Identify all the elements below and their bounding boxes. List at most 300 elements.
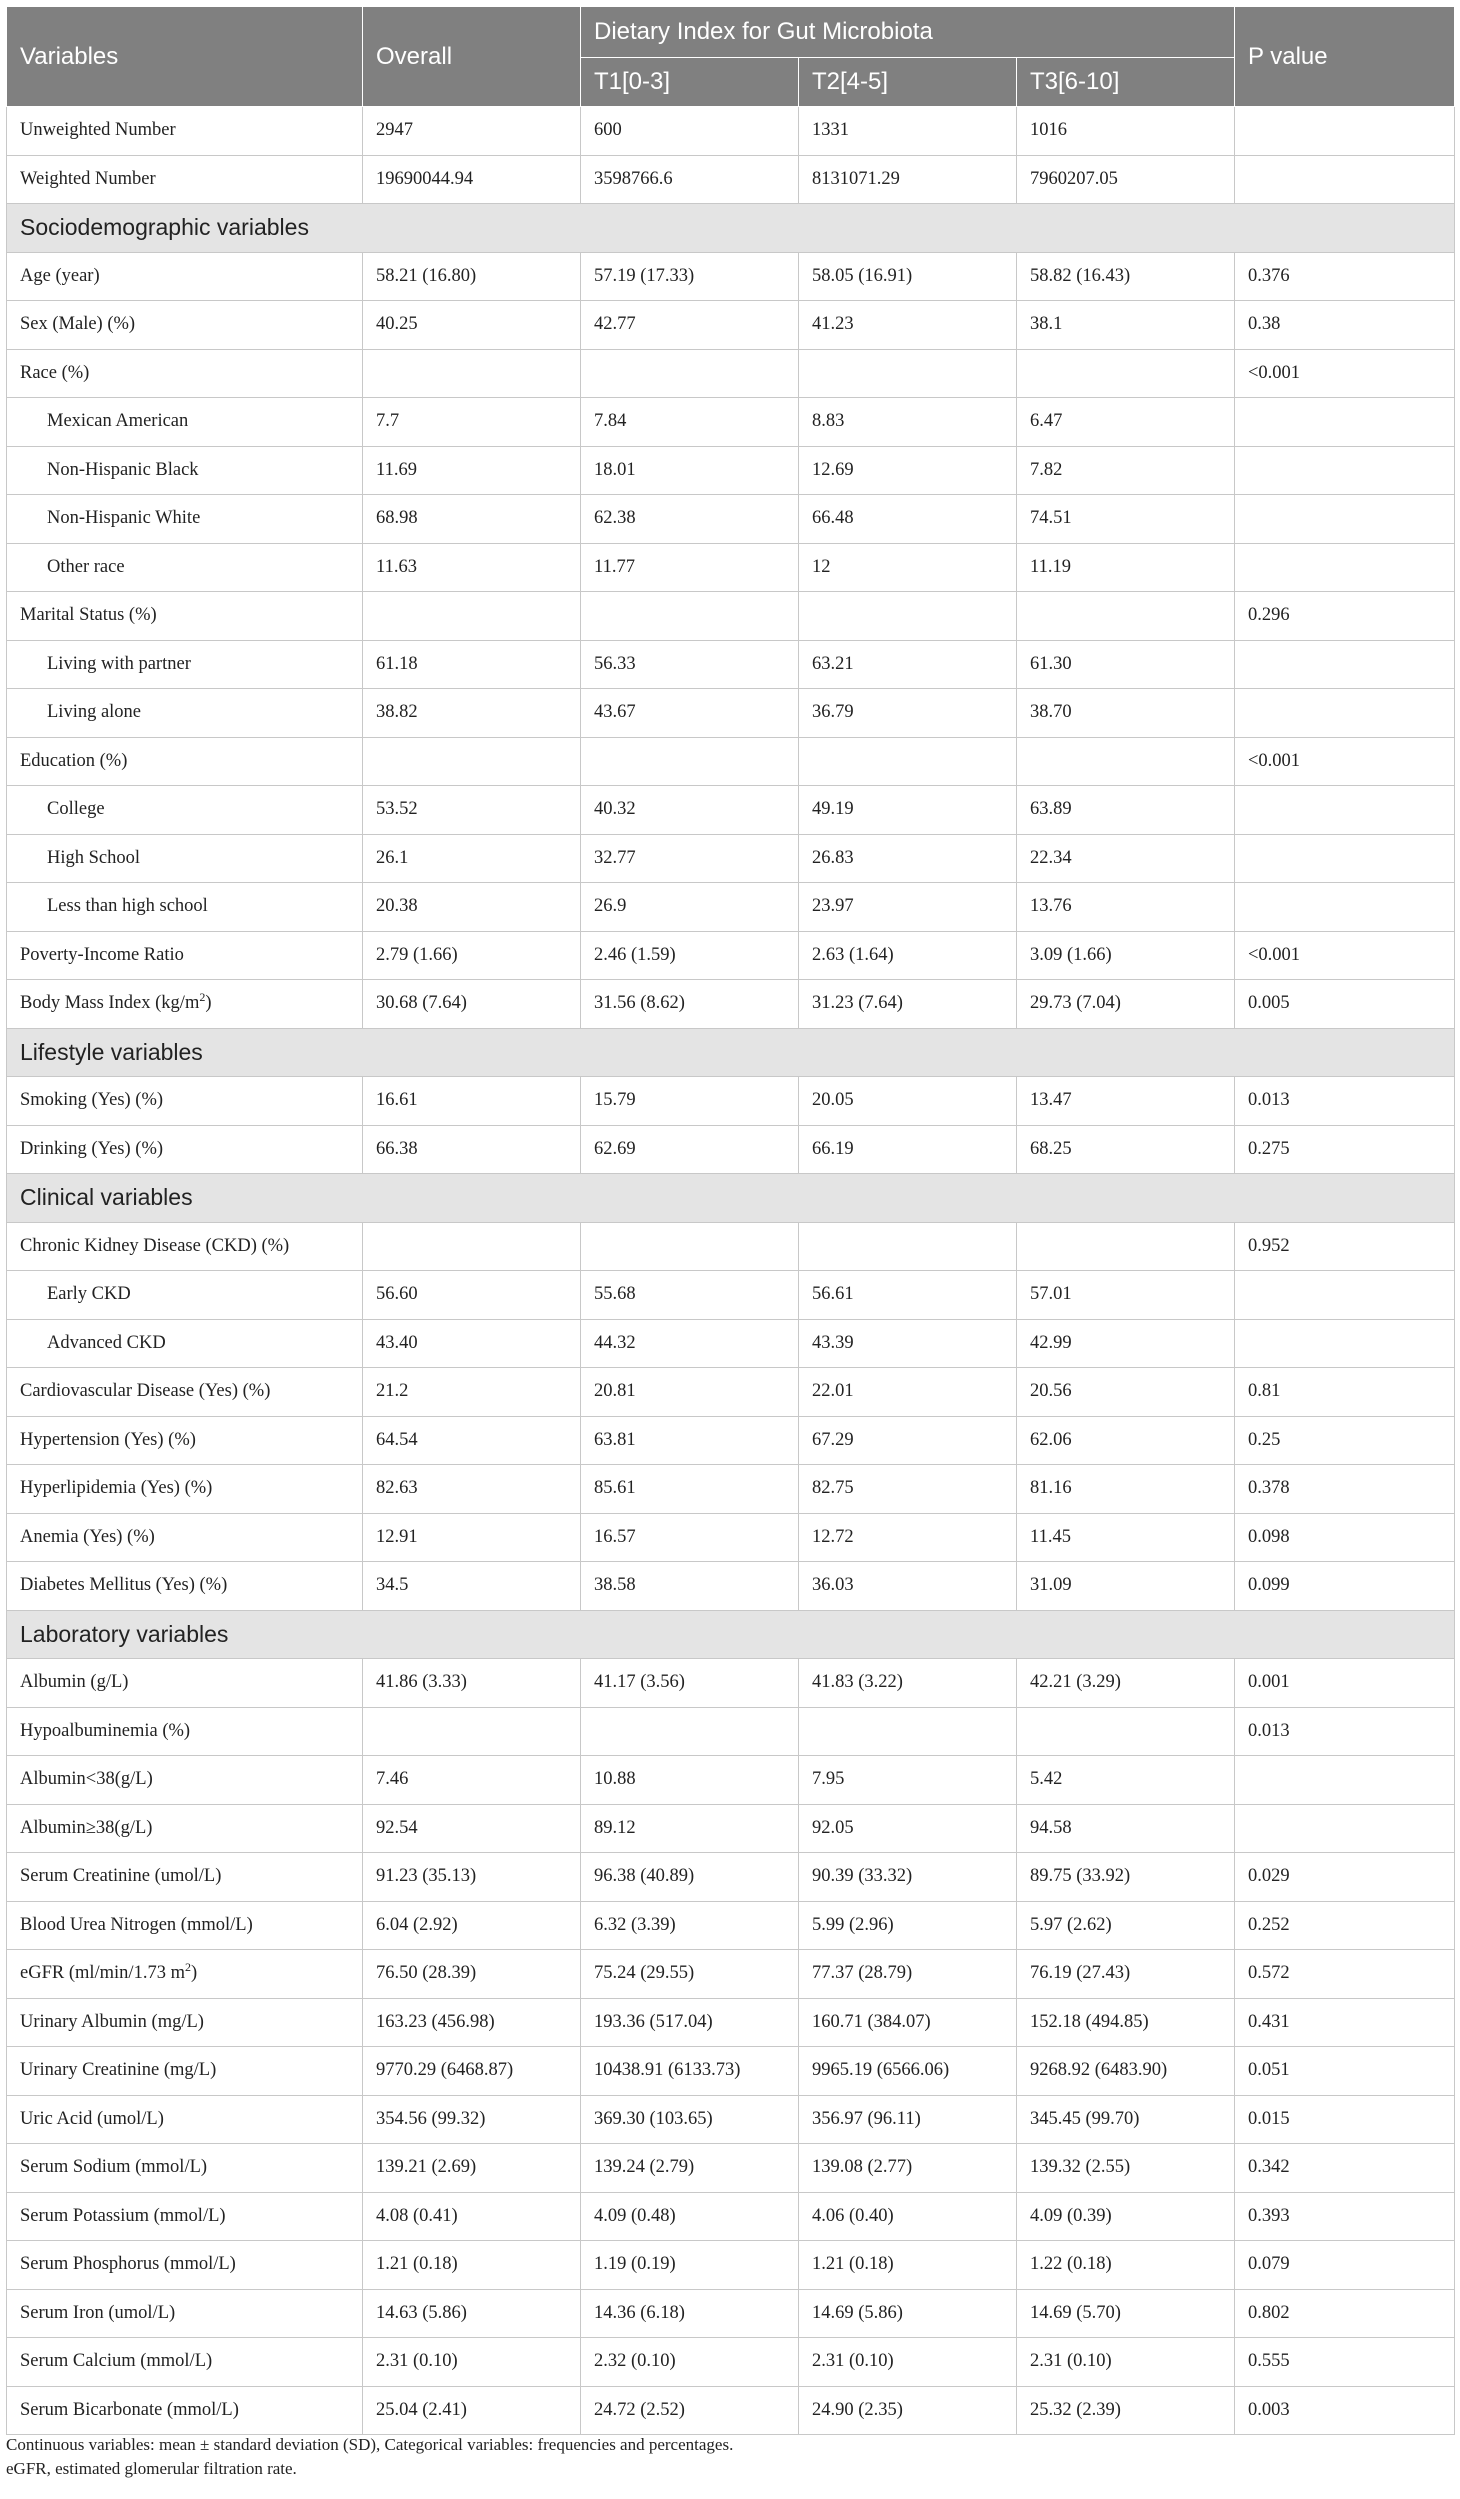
cell-t2: 8.83 <box>799 398 1017 447</box>
cell-pvalue: <0.001 <box>1235 737 1455 786</box>
row-label: Albumin≥38(g/L) <box>7 1804 363 1853</box>
row-label: Advanced CKD <box>7 1319 363 1368</box>
cell-pvalue: 0.296 <box>1235 592 1455 641</box>
cell-t3: 345.45 (99.70) <box>1017 2095 1235 2144</box>
cell-t3: 62.06 <box>1017 1416 1235 1465</box>
cell-t1: 4.09 (0.48) <box>581 2192 799 2241</box>
cell-t1: 10.88 <box>581 1756 799 1805</box>
cell-overall: 41.86 (3.33) <box>363 1659 581 1708</box>
table-row <box>7 2047 1455 2096</box>
cell-overall: 64.54 <box>363 1416 581 1465</box>
row-label: Serum Phosphorus (mmol/L) <box>7 2241 363 2290</box>
cell-overall <box>363 1707 581 1756</box>
cell-t3: 74.51 <box>1017 495 1235 544</box>
cell-t1: 38.58 <box>581 1562 799 1611</box>
cell-t1: 32.77 <box>581 834 799 883</box>
cell-pvalue: 0.572 <box>1235 1950 1455 1999</box>
note-line: eGFR, estimated glomerular filtration rate. <box>6 2459 297 2478</box>
table-row <box>7 2144 1455 2193</box>
cell-t3: 61.30 <box>1017 640 1235 689</box>
row-label: Albumin (g/L) <box>7 1659 363 1708</box>
cell-t3: 76.19 (27.43) <box>1017 1950 1235 1999</box>
cell-t2: 9965.19 (6566.06) <box>799 2047 1017 2096</box>
row-label: Hyperlipidemia (Yes) (%) <box>7 1465 363 1514</box>
cell-t1: 56.33 <box>581 640 799 689</box>
cell-pvalue: 0.25 <box>1235 1416 1455 1465</box>
table-row <box>7 1368 1455 1417</box>
cell-t1: 7.84 <box>581 398 799 447</box>
cell-t2: 2.63 (1.64) <box>799 931 1017 980</box>
table-row <box>7 2386 1455 2435</box>
cell-pvalue: <0.001 <box>1235 349 1455 398</box>
row-label: Other race <box>7 543 363 592</box>
table-row <box>7 1901 1455 1950</box>
table-row <box>7 398 1455 447</box>
cell-pvalue <box>1235 834 1455 883</box>
table-row <box>7 1319 1455 1368</box>
cell-t1 <box>581 1707 799 1756</box>
row-label: Mexican American <box>7 398 363 447</box>
row-label: Serum Creatinine (umol/L) <box>7 1853 363 1902</box>
table-row <box>7 1998 1455 2047</box>
table-body <box>7 107 1455 2435</box>
table-row <box>7 592 1455 641</box>
cell-t1: 2.32 (0.10) <box>581 2338 799 2387</box>
cell-t1: 3598766.6 <box>581 155 799 204</box>
cell-pvalue: 0.802 <box>1235 2289 1455 2338</box>
cell-pvalue: 0.555 <box>1235 2338 1455 2387</box>
cell-t3: 22.34 <box>1017 834 1235 883</box>
cell-pvalue: <0.001 <box>1235 931 1455 980</box>
cell-pvalue: 0.005 <box>1235 980 1455 1029</box>
row-label: Age (year) <box>7 252 363 301</box>
row-label: Early CKD <box>7 1271 363 1320</box>
cell-overall: 56.60 <box>363 1271 581 1320</box>
cell-pvalue <box>1235 446 1455 495</box>
table-row <box>7 155 1455 204</box>
cell-t2: 5.99 (2.96) <box>799 1901 1017 1950</box>
cell-t3 <box>1017 349 1235 398</box>
row-label: Smoking (Yes) (%) <box>7 1077 363 1126</box>
cell-t3 <box>1017 1707 1235 1756</box>
cell-t2: 90.39 (33.32) <box>799 1853 1017 1902</box>
row-label: Chronic Kidney Disease (CKD) (%) <box>7 1222 363 1271</box>
note-line: Continuous variables: mean ± standard deviation (SD), Categorical variables: frequencies and percentages. <box>6 2435 734 2454</box>
cell-pvalue: 0.079 <box>1235 2241 1455 2290</box>
cell-t3: 94.58 <box>1017 1804 1235 1853</box>
cell-pvalue: 0.099 <box>1235 1562 1455 1611</box>
cell-t3: 20.56 <box>1017 1368 1235 1417</box>
cell-t3: 5.97 (2.62) <box>1017 1901 1235 1950</box>
cell-t3: 63.89 <box>1017 786 1235 835</box>
cell-t1 <box>581 349 799 398</box>
cell-overall: 6.04 (2.92) <box>363 1901 581 1950</box>
cell-t1: 63.81 <box>581 1416 799 1465</box>
cell-overall: 82.63 <box>363 1465 581 1514</box>
cell-pvalue: 0.003 <box>1235 2386 1455 2435</box>
cell-t1: 85.61 <box>581 1465 799 1514</box>
cell-pvalue: 0.38 <box>1235 301 1455 350</box>
cell-overall: 20.38 <box>363 883 581 932</box>
cell-t3: 1.22 (0.18) <box>1017 2241 1235 2290</box>
cell-pvalue: 0.81 <box>1235 1368 1455 1417</box>
cell-t2 <box>799 737 1017 786</box>
cell-t1 <box>581 737 799 786</box>
cell-t2 <box>799 349 1017 398</box>
row-label: High School <box>7 834 363 883</box>
table-row <box>7 883 1455 932</box>
table-row <box>7 1271 1455 1320</box>
cell-t1: 41.17 (3.56) <box>581 1659 799 1708</box>
cell-t1: 62.38 <box>581 495 799 544</box>
table-row <box>7 931 1455 980</box>
row-label: Serum Calcium (mmol/L) <box>7 2338 363 2387</box>
table-row <box>7 349 1455 398</box>
cell-t2: 41.23 <box>799 301 1017 350</box>
cell-t3: 11.45 <box>1017 1513 1235 1562</box>
cell-t3: 29.73 (7.04) <box>1017 980 1235 1029</box>
cell-t1: 6.32 (3.39) <box>581 1901 799 1950</box>
cell-t3: 5.42 <box>1017 1756 1235 1805</box>
cell-t2: 92.05 <box>799 1804 1017 1853</box>
cell-overall: 53.52 <box>363 786 581 835</box>
cell-overall: 34.5 <box>363 1562 581 1611</box>
section-label: Laboratory variables <box>7 1610 1455 1659</box>
cell-t2: 36.79 <box>799 689 1017 738</box>
cell-t2: 82.75 <box>799 1465 1017 1514</box>
cell-t2: 12.69 <box>799 446 1017 495</box>
cell-t3: 38.70 <box>1017 689 1235 738</box>
cell-t1: 369.30 (103.65) <box>581 2095 799 2144</box>
cell-t3: 7.82 <box>1017 446 1235 495</box>
table-row <box>7 2192 1455 2241</box>
cell-pvalue: 0.015 <box>1235 2095 1455 2144</box>
cell-t1: 14.36 (6.18) <box>581 2289 799 2338</box>
cell-pvalue: 0.431 <box>1235 1998 1455 2047</box>
cell-t2: 22.01 <box>799 1368 1017 1417</box>
cell-t1: 1.19 (0.19) <box>581 2241 799 2290</box>
cell-pvalue <box>1235 495 1455 544</box>
cell-t3 <box>1017 1222 1235 1271</box>
table-row <box>7 1756 1455 1805</box>
table-row <box>7 1125 1455 1174</box>
cell-t2: 139.08 (2.77) <box>799 2144 1017 2193</box>
row-label: Living alone <box>7 689 363 738</box>
cell-pvalue: 0.252 <box>1235 1901 1455 1950</box>
cell-pvalue: 0.342 <box>1235 2144 1455 2193</box>
table-row <box>7 1950 1455 1999</box>
row-label: Serum Sodium (mmol/L) <box>7 2144 363 2193</box>
cell-overall: 68.98 <box>363 495 581 544</box>
row-label: Living with partner <box>7 640 363 689</box>
cell-t2: 12.72 <box>799 1513 1017 1562</box>
section-row <box>7 1028 1455 1077</box>
cell-overall: 11.63 <box>363 543 581 592</box>
cell-pvalue: 0.013 <box>1235 1077 1455 1126</box>
cell-t2: 7.95 <box>799 1756 1017 1805</box>
row-label: Blood Urea Nitrogen (mmol/L) <box>7 1901 363 1950</box>
cell-t2: 66.19 <box>799 1125 1017 1174</box>
section-label: Sociodemographic variables <box>7 204 1455 253</box>
cell-t1: 193.36 (517.04) <box>581 1998 799 2047</box>
cell-overall: 2.79 (1.66) <box>363 931 581 980</box>
cell-pvalue: 0.013 <box>1235 1707 1455 1756</box>
header-overall: Overall <box>363 7 581 107</box>
table-row <box>7 834 1455 883</box>
cell-overall: 43.40 <box>363 1319 581 1368</box>
table-row <box>7 1562 1455 1611</box>
cell-overall: 2.31 (0.10) <box>363 2338 581 2387</box>
row-label: Serum Iron (umol/L) <box>7 2289 363 2338</box>
cell-t1: 600 <box>581 107 799 156</box>
section-row <box>7 204 1455 253</box>
row-label: Urinary Albumin (mg/L) <box>7 1998 363 2047</box>
cell-t2 <box>799 592 1017 641</box>
cell-overall: 139.21 (2.69) <box>363 2144 581 2193</box>
row-label: Hypoalbuminemia (%) <box>7 1707 363 1756</box>
cell-t1 <box>581 1222 799 1271</box>
cell-overall: 9770.29 (6468.87) <box>363 2047 581 2096</box>
cell-t3: 1016 <box>1017 107 1235 156</box>
row-label: Marital Status (%) <box>7 592 363 641</box>
cell-pvalue: 0.393 <box>1235 2192 1455 2241</box>
cell-t1 <box>581 592 799 641</box>
cell-pvalue <box>1235 883 1455 932</box>
cell-t2: 36.03 <box>799 1562 1017 1611</box>
cell-t1: 75.24 (29.55) <box>581 1950 799 1999</box>
cell-t2: 160.71 (384.07) <box>799 1998 1017 2047</box>
cell-t2: 1.21 (0.18) <box>799 2241 1017 2290</box>
cell-t2: 63.21 <box>799 640 1017 689</box>
cell-overall: 14.63 (5.86) <box>363 2289 581 2338</box>
cell-t2: 8131071.29 <box>799 155 1017 204</box>
row-label: Unweighted Number <box>7 107 363 156</box>
table-row <box>7 640 1455 689</box>
cell-overall: 4.08 (0.41) <box>363 2192 581 2241</box>
cell-t3: 13.76 <box>1017 883 1235 932</box>
table-row <box>7 2289 1455 2338</box>
table-row <box>7 2241 1455 2290</box>
cell-t2: 26.83 <box>799 834 1017 883</box>
cell-overall <box>363 592 581 641</box>
table-row <box>7 980 1455 1029</box>
cell-pvalue <box>1235 689 1455 738</box>
table-row <box>7 737 1455 786</box>
row-label-suffix: ) <box>205 993 212 1014</box>
table-row <box>7 2095 1455 2144</box>
cell-overall: 92.54 <box>363 1804 581 1853</box>
row-label: Cardiovascular Disease (Yes) (%) <box>7 1368 363 1417</box>
cell-t2 <box>799 1707 1017 1756</box>
row-label: Drinking (Yes) (%) <box>7 1125 363 1174</box>
cell-t2: 356.97 (96.11) <box>799 2095 1017 2144</box>
cell-overall: 2947 <box>363 107 581 156</box>
cell-t1: 62.69 <box>581 1125 799 1174</box>
row-label: Serum Bicarbonate (mmol/L) <box>7 2386 363 2435</box>
cell-t3: 89.75 (33.92) <box>1017 1853 1235 1902</box>
cell-overall <box>363 349 581 398</box>
cell-t1: 42.77 <box>581 301 799 350</box>
row-label: Non-Hispanic Black <box>7 446 363 495</box>
row-label-suffix: ) <box>190 1963 198 1984</box>
cell-t3: 57.01 <box>1017 1271 1235 1320</box>
cell-t3: 25.32 (2.39) <box>1017 2386 1235 2435</box>
cell-pvalue <box>1235 543 1455 592</box>
cell-t2: 2.31 (0.10) <box>799 2338 1017 2387</box>
cell-pvalue: 0.952 <box>1235 1222 1455 1271</box>
cell-t2: 43.39 <box>799 1319 1017 1368</box>
cell-overall: 66.38 <box>363 1125 581 1174</box>
cell-overall: 163.23 (456.98) <box>363 1998 581 2047</box>
row-label-text: eGFR (ml/min/1.73 m <box>20 1963 185 1984</box>
cell-t2: 49.19 <box>799 786 1017 835</box>
cell-t3: 11.19 <box>1017 543 1235 592</box>
cell-pvalue: 0.001 <box>1235 1659 1455 1708</box>
cell-overall: 19690044.94 <box>363 155 581 204</box>
cell-t3: 9268.92 (6483.90) <box>1017 2047 1235 2096</box>
table-row <box>7 1416 1455 1465</box>
table-row <box>7 301 1455 350</box>
cell-t2: 4.06 (0.40) <box>799 2192 1017 2241</box>
cell-t1: 10438.91 (6133.73) <box>581 2047 799 2096</box>
table-row <box>7 689 1455 738</box>
cell-pvalue: 0.098 <box>1235 1513 1455 1562</box>
cell-pvalue <box>1235 155 1455 204</box>
row-label: Anemia (Yes) (%) <box>7 1513 363 1562</box>
section-row <box>7 1174 1455 1223</box>
cell-overall: 21.2 <box>363 1368 581 1417</box>
cell-pvalue: 0.275 <box>1235 1125 1455 1174</box>
row-label: Urinary Creatinine (mg/L) <box>7 2047 363 2096</box>
cell-t2: 56.61 <box>799 1271 1017 1320</box>
cell-t1: 20.81 <box>581 1368 799 1417</box>
cell-overall: 26.1 <box>363 834 581 883</box>
row-label: Less than high school <box>7 883 363 932</box>
cell-t1: 26.9 <box>581 883 799 932</box>
cell-t1: 24.72 (2.52) <box>581 2386 799 2435</box>
cell-t1: 16.57 <box>581 1513 799 1562</box>
cell-pvalue <box>1235 786 1455 835</box>
header-group: Dietary Index for Gut Microbiota <box>581 7 1235 58</box>
header-variables: Variables <box>7 7 363 107</box>
cell-t2: 67.29 <box>799 1416 1017 1465</box>
cell-t3: 13.47 <box>1017 1077 1235 1126</box>
cell-t2: 14.69 (5.86) <box>799 2289 1017 2338</box>
cell-pvalue: 0.376 <box>1235 252 1455 301</box>
cell-t1: 31.56 (8.62) <box>581 980 799 1029</box>
cell-t3: 31.09 <box>1017 1562 1235 1611</box>
cell-t2: 31.23 (7.64) <box>799 980 1017 1029</box>
cell-t2: 23.97 <box>799 883 1017 932</box>
cell-t1: 43.67 <box>581 689 799 738</box>
cell-overall: 7.7 <box>363 398 581 447</box>
baseline-characteristics-table <box>6 6 1455 2435</box>
row-label: Sex (Male) (%) <box>7 301 363 350</box>
cell-t2: 24.90 (2.35) <box>799 2386 1017 2435</box>
cell-overall: 16.61 <box>363 1077 581 1126</box>
header-pvalue: P value <box>1235 7 1455 107</box>
cell-t3: 139.32 (2.55) <box>1017 2144 1235 2193</box>
section-row <box>7 1610 1455 1659</box>
cell-t2: 66.48 <box>799 495 1017 544</box>
cell-pvalue <box>1235 1804 1455 1853</box>
table-row <box>7 446 1455 495</box>
cell-t3 <box>1017 592 1235 641</box>
cell-overall: 354.56 (99.32) <box>363 2095 581 2144</box>
cell-t2: 58.05 (16.91) <box>799 252 1017 301</box>
cell-overall: 61.18 <box>363 640 581 689</box>
row-label-superscript: 2 <box>184 1960 191 1975</box>
cell-t3: 6.47 <box>1017 398 1235 447</box>
cell-pvalue: 0.029 <box>1235 1853 1455 1902</box>
table-row <box>7 1659 1455 1708</box>
table-row <box>7 2338 1455 2387</box>
row-label: Non-Hispanic White <box>7 495 363 544</box>
cell-t3: 3.09 (1.66) <box>1017 931 1235 980</box>
row-label: Education (%) <box>7 737 363 786</box>
table-row <box>7 1077 1455 1126</box>
cell-overall <box>363 737 581 786</box>
cell-t1: 57.19 (17.33) <box>581 252 799 301</box>
row-label <box>7 980 363 1029</box>
cell-t1: 44.32 <box>581 1319 799 1368</box>
cell-t3: 42.21 (3.29) <box>1017 1659 1235 1708</box>
header-t1: T1[0-3] <box>581 58 799 107</box>
cell-t3: 4.09 (0.39) <box>1017 2192 1235 2241</box>
cell-pvalue <box>1235 1271 1455 1320</box>
row-label <box>7 1950 363 1999</box>
cell-t1: 18.01 <box>581 446 799 495</box>
cell-pvalue <box>1235 107 1455 156</box>
cell-pvalue <box>1235 1756 1455 1805</box>
row-label-text: Body Mass Index (kg/m <box>20 993 200 1014</box>
cell-t3: 7960207.05 <box>1017 155 1235 204</box>
table-row <box>7 107 1455 156</box>
table-row <box>7 495 1455 544</box>
cell-t3: 14.69 (5.70) <box>1017 2289 1235 2338</box>
cell-t1: 15.79 <box>581 1077 799 1126</box>
cell-t2: 41.83 (3.22) <box>799 1659 1017 1708</box>
row-label-superscript: 2 <box>199 990 206 1005</box>
cell-overall: 40.25 <box>363 301 581 350</box>
row-label: Uric Acid (umol/L) <box>7 2095 363 2144</box>
cell-t1: 139.24 (2.79) <box>581 2144 799 2193</box>
cell-t2: 20.05 <box>799 1077 1017 1126</box>
cell-t3 <box>1017 737 1235 786</box>
header-t2: T2[4-5] <box>799 58 1017 107</box>
row-label: Albumin<38(g/L) <box>7 1756 363 1805</box>
table-row <box>7 1465 1455 1514</box>
row-label: Diabetes Mellitus (Yes) (%) <box>7 1562 363 1611</box>
cell-t3: 58.82 (16.43) <box>1017 252 1235 301</box>
cell-overall: 1.21 (0.18) <box>363 2241 581 2290</box>
table-row <box>7 786 1455 835</box>
table-row <box>7 1804 1455 1853</box>
table-notes <box>6 2433 1454 2481</box>
cell-t1: 89.12 <box>581 1804 799 1853</box>
table-row <box>7 1853 1455 1902</box>
cell-pvalue: 0.378 <box>1235 1465 1455 1514</box>
cell-t3: 152.18 (494.85) <box>1017 1998 1235 2047</box>
cell-t1: 40.32 <box>581 786 799 835</box>
cell-overall: 30.68 (7.64) <box>363 980 581 1029</box>
cell-t1: 55.68 <box>581 1271 799 1320</box>
cell-t2 <box>799 1222 1017 1271</box>
row-label: College <box>7 786 363 835</box>
cell-t3: 68.25 <box>1017 1125 1235 1174</box>
cell-pvalue <box>1235 640 1455 689</box>
cell-t2: 77.37 (28.79) <box>799 1950 1017 1999</box>
